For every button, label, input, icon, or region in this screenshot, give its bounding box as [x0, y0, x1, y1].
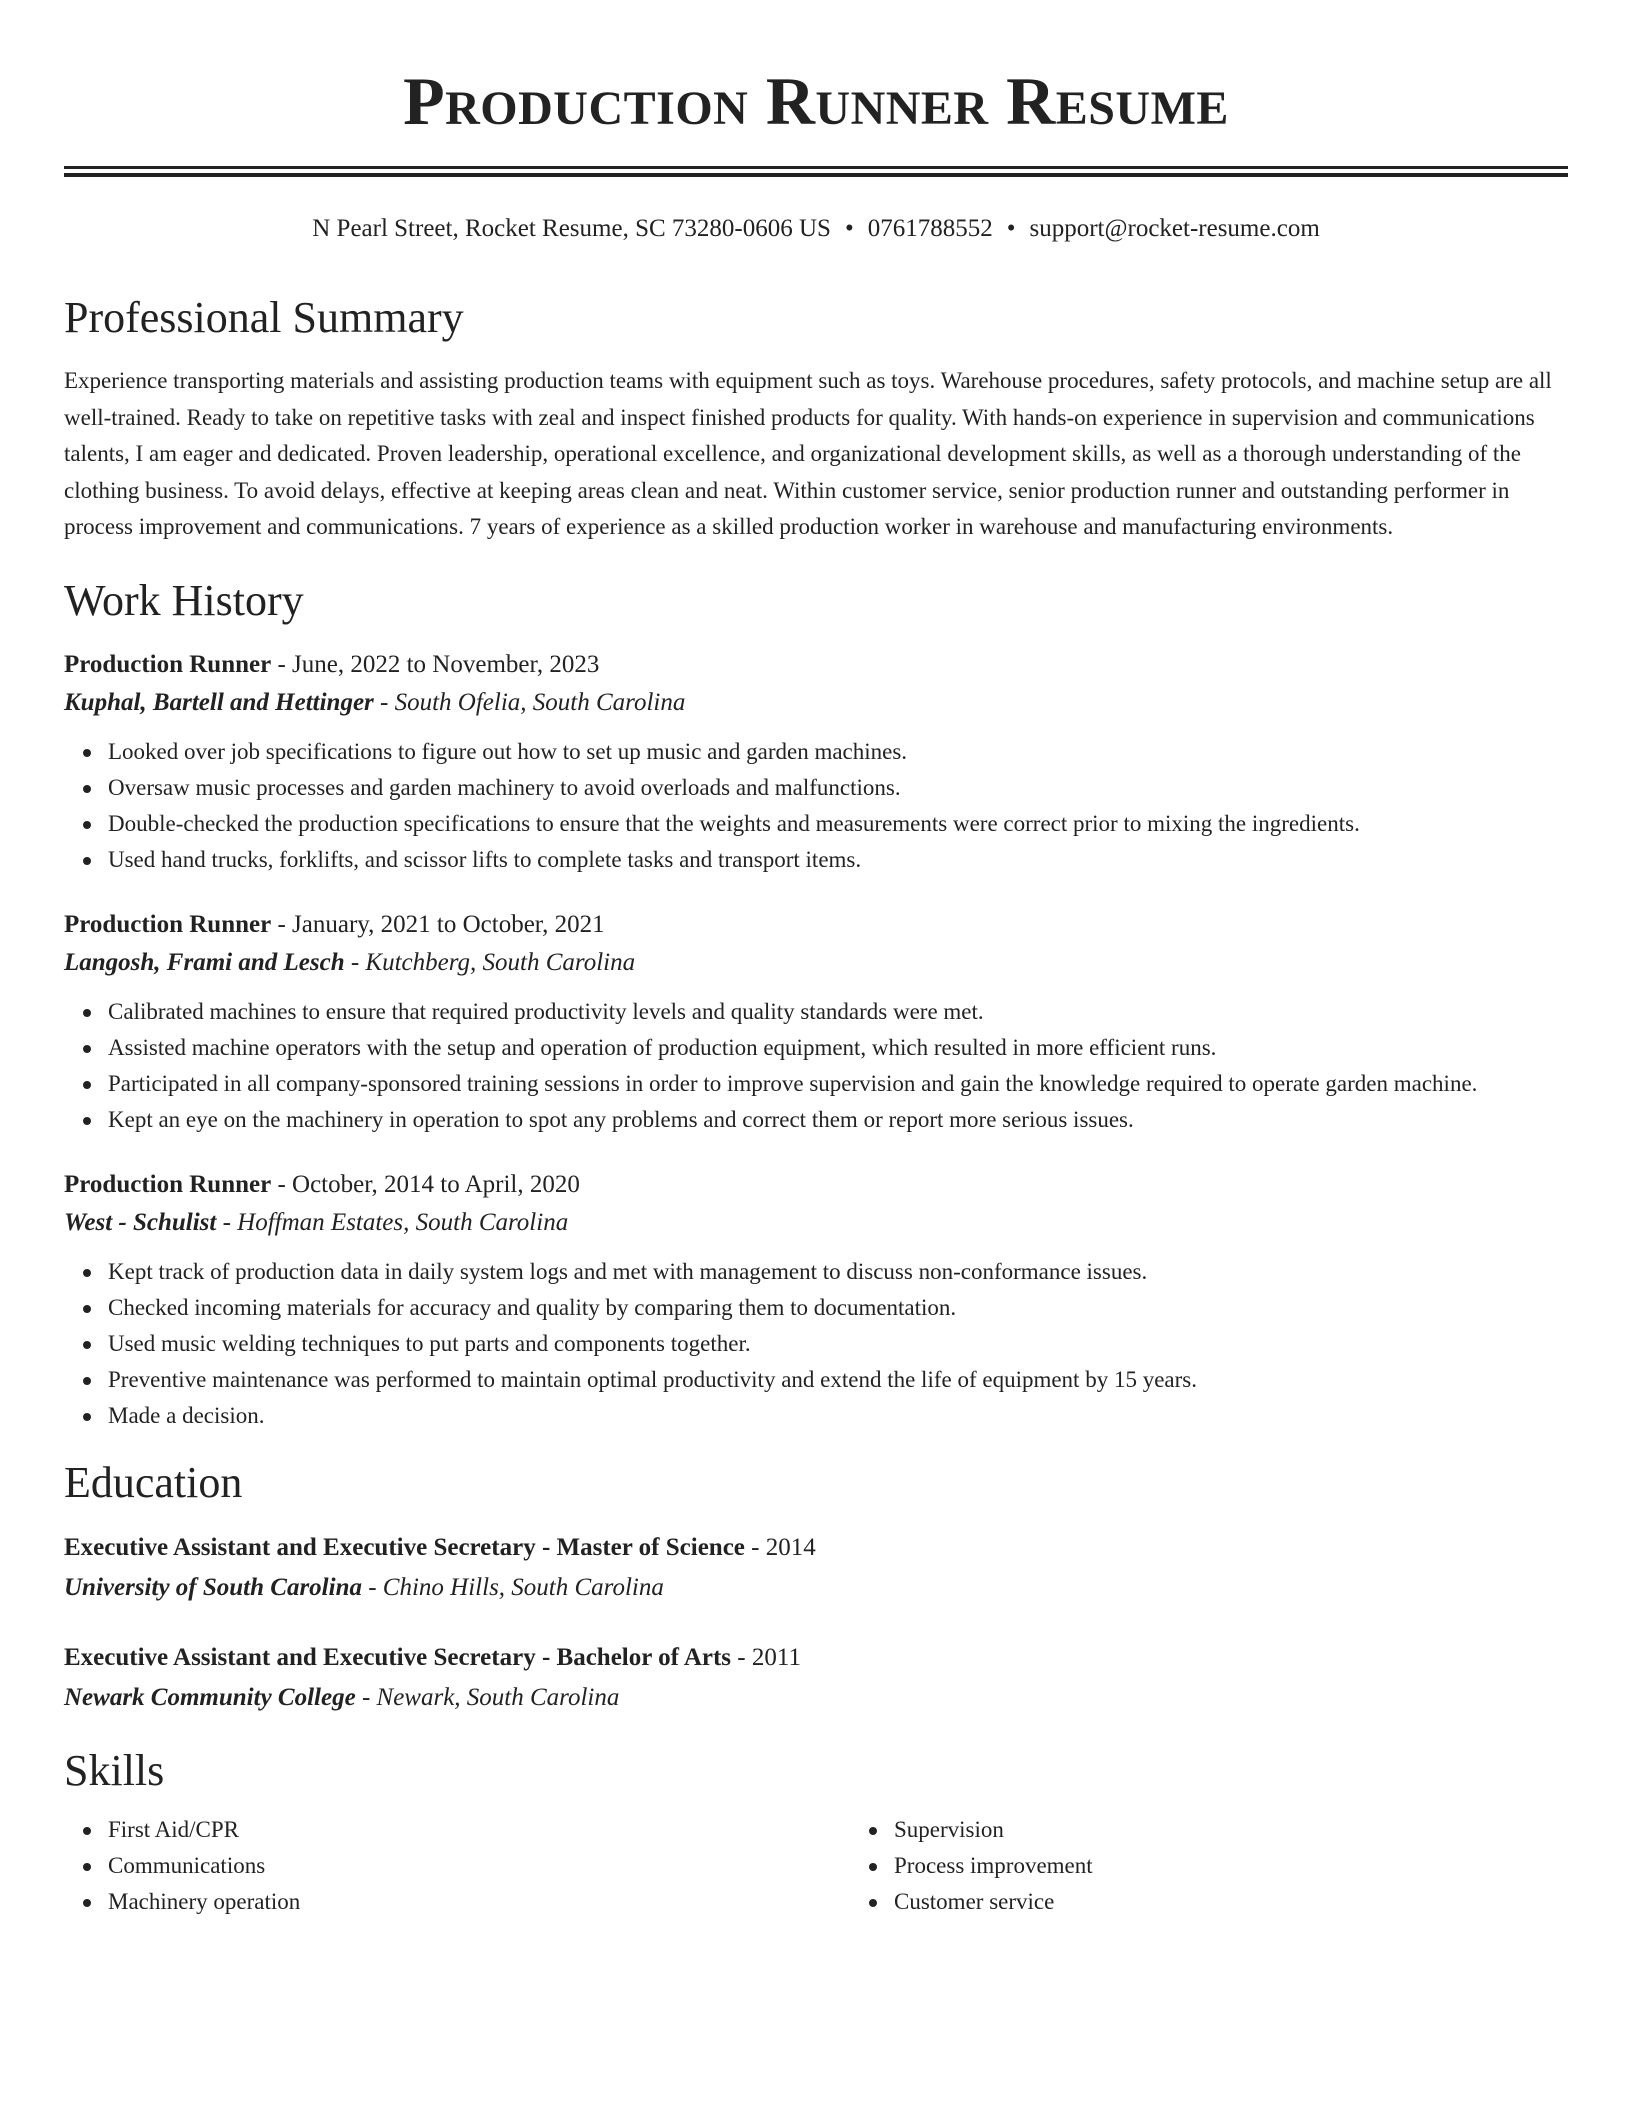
job-title: Production Runner [64, 910, 272, 938]
title-divider [64, 166, 1568, 177]
list-item: Oversaw music processes and garden machinery to avoid overloads and malfunctions. [108, 770, 1568, 806]
contact-separator: • [1006, 215, 1016, 242]
page-title: Production Runner Resume [403, 63, 1229, 139]
contact-address: N Pearl Street, Rocket Resume, SC 73280-0606 US [312, 215, 831, 242]
degree-line [64, 1528, 1568, 1568]
job-title-line [64, 906, 1568, 944]
list-item: First Aid/CPR [108, 1812, 850, 1848]
contact-phone: 0761788552 [867, 215, 993, 242]
skills-section [64, 1744, 1568, 1920]
list-item: Assisted machine operators with the setup and operation of production equipment, which resulted in more efficient runs. [108, 1030, 1568, 1066]
list-item: Communications [108, 1848, 850, 1884]
education-section [64, 1456, 1568, 1718]
skills-columns [64, 1812, 1568, 1920]
section-heading-summary: Professional Summary [64, 293, 464, 342]
degree: Executive Assistant and Executive Secretary - Bachelor of Arts [64, 1643, 732, 1671]
job-location: - South Ofelia, South Carolina [373, 688, 686, 716]
job-bullets [64, 1254, 1568, 1434]
job-company-line [64, 684, 1568, 722]
job-entry [64, 1166, 1568, 1434]
list-item: Customer service [894, 1884, 1093, 1920]
school: Newark Community College [64, 1683, 356, 1711]
contact-line [64, 211, 1568, 247]
list-item: Supervision [894, 1812, 1093, 1848]
contact-email: support@rocket-resume.com [1029, 215, 1320, 242]
degree-year: - 2011 [731, 1643, 801, 1671]
summary-text: Experience transporting materials and assisting production teams with equipment such as toys. Warehouse procedures, safety protocols, and machine setup are all well-trained. Ready to take on repetitive tasks with zeal and inspect finished products for quality. With hands-on experience in supervision and communications talents, I am eager and dedicated. Proven leadership, operational excellence, and organizational development skills, as well as a thorough understanding of the clothing business. To avoid delays, effective at keeping areas clean and neat. Within customer service, senior production runner and outstanding performer in process improvement and communications. 7 years of experience as a skilled production worker in warehouse and manufacturing environments. [64, 368, 1552, 539]
job-location: - Kutchberg, South Carolina [344, 948, 636, 976]
skills-list-left [64, 1812, 850, 1920]
list-item: Machinery operation [108, 1884, 850, 1920]
job-title: Production Runner [64, 1170, 272, 1198]
degree-year: - 2014 [744, 1533, 816, 1561]
education-entry [64, 1528, 1568, 1608]
job-dates: - January, 2021 to October, 2021 [271, 910, 605, 938]
job-title-line [64, 646, 1568, 684]
job-entry [64, 646, 1568, 878]
list-item: Preventive maintenance was performed to maintain optimal productivity and extend the life of equipment by 15 years. [108, 1362, 1568, 1398]
list-item: Made a decision. [108, 1398, 1568, 1434]
list-item: Kept track of production data in daily system logs and met with management to discuss non-conformance issues. [108, 1254, 1568, 1290]
list-item: Checked incoming materials for accuracy and quality by comparing them to documentation. [108, 1290, 1568, 1326]
list-item: Double-checked the production specifications to ensure that the weights and measurements were correct prior to mixing the ingredients. [108, 806, 1568, 842]
education-entry [64, 1638, 1568, 1718]
job-dates: - June, 2022 to November, 2023 [271, 650, 600, 678]
job-bullets [64, 994, 1568, 1138]
list-item: Used hand trucks, forklifts, and scissor lifts to complete tasks and transport items. [108, 842, 1568, 878]
job-company: Kuphal, Bartell and Hettinger [64, 688, 374, 716]
list-item: Participated in all company-sponsored training sessions in order to improve supervision and gain the knowledge required to operate garden machine. [108, 1066, 1568, 1102]
list-item: Looked over job specifications to figure out how to set up music and garden machines. [108, 734, 1568, 770]
list-item: Kept an eye on the machinery in operation to spot any problems and correct them or report more serious issues. [108, 1102, 1568, 1138]
section-heading-skills: Skills [64, 1745, 165, 1795]
school-location: - Chino Hills, South Carolina [361, 1573, 664, 1601]
job-company: Langosh, Frami and Lesch [64, 948, 345, 976]
school-location: - Newark, South Carolina [355, 1683, 620, 1711]
degree: Executive Assistant and Executive Secretary - Master of Science [64, 1533, 745, 1561]
list-item: Calibrated machines to ensure that required productivity levels and quality standards were met. [108, 994, 1568, 1030]
job-dates: - October, 2014 to April, 2020 [271, 1170, 580, 1198]
job-title-line [64, 1166, 1568, 1204]
job-bullets [64, 734, 1568, 878]
job-title: Production Runner [64, 650, 272, 678]
school-line [64, 1568, 1568, 1608]
section-heading-work-history: Work History [64, 575, 304, 625]
job-company-line [64, 1204, 1568, 1242]
job-company: West - Schulist [64, 1208, 217, 1236]
work-history-section [64, 574, 1568, 1434]
school: University of South Carolina [64, 1573, 362, 1601]
contact-separator: • [844, 215, 854, 242]
summary-section [64, 291, 1568, 546]
school-line [64, 1678, 1568, 1718]
list-item: Used music welding techniques to put parts and components together. [108, 1326, 1568, 1362]
section-heading-education: Education [64, 1457, 243, 1507]
list-item: Process improvement [894, 1848, 1093, 1884]
job-entry [64, 906, 1568, 1138]
job-company-line [64, 944, 1568, 982]
job-location: - Hoffman Estates, South Carolina [216, 1208, 569, 1236]
degree-line [64, 1638, 1568, 1678]
skills-list-right [850, 1812, 1093, 1920]
